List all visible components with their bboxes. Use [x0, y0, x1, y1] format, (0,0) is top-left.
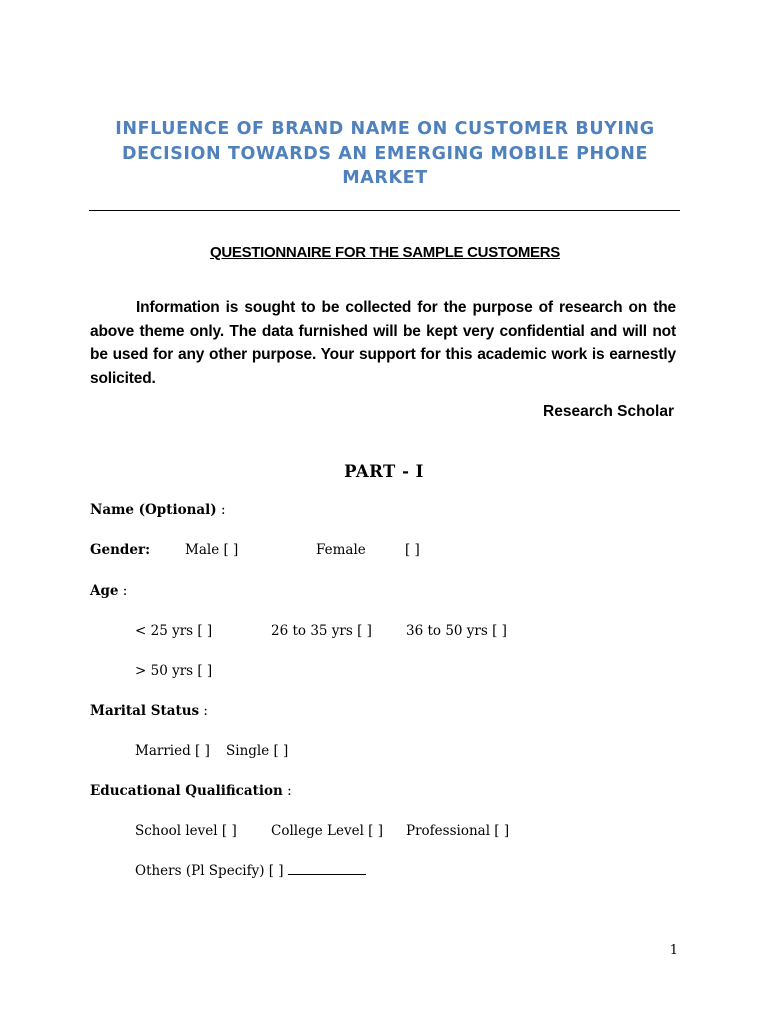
- title-line-1: INFLUENCE OF BRAND NAME ON CUSTOMER BUYING: [115, 119, 655, 139]
- questionnaire-heading: QUESTIONNAIRE FOR THE SAMPLE CUSTOMERS: [209, 244, 560, 261]
- marital-status-label: Marital Status: [90, 703, 200, 719]
- age-label: Age: [90, 583, 119, 599]
- marital-option-single[interactable]: Single [ ]: [226, 743, 289, 759]
- document-title: [90, 117, 680, 191]
- marital-option-married[interactable]: Married [ ]: [135, 743, 210, 759]
- marital-status-suffix: :: [199, 703, 208, 719]
- signature: Research Scholar: [543, 403, 674, 420]
- education-label: Educational Qualification: [90, 783, 283, 799]
- education-field: [90, 783, 292, 799]
- intro-paragraph: [90, 296, 676, 390]
- title-divider: [89, 210, 680, 211]
- education-option-others-label: Others (Pl Specify) [ ]: [135, 863, 288, 879]
- education-option-others[interactable]: [135, 863, 366, 879]
- age-field: [90, 583, 127, 599]
- gender-label: [90, 542, 150, 558]
- name-label: Name (Optional): [90, 502, 217, 518]
- page-number: 1: [669, 943, 678, 958]
- part-heading: PART - I: [344, 462, 424, 481]
- specify-blank-line[interactable]: [288, 863, 366, 875]
- education-option-professional[interactable]: Professional [ ]: [406, 823, 510, 839]
- age-option-under-25[interactable]: < 25 yrs [ ]: [135, 623, 213, 639]
- marital-status-field: [90, 703, 208, 719]
- gender-option-female-box[interactable]: [ ]: [405, 542, 420, 558]
- intro-text: Information is sought to be collected for the purpose of research on the above theme only. The data furnished will be kept very confidential and will not be used for any other purpose. Your support for this academic work is earnestly solicited.: [90, 299, 676, 387]
- age-option-26-35[interactable]: 26 to 35 yrs [ ]: [271, 623, 372, 639]
- gender-label-text: Gender:: [90, 542, 151, 558]
- education-suffix: :: [282, 783, 292, 799]
- name-suffix: :: [216, 502, 226, 518]
- title-line-3: MARKET: [342, 168, 428, 188]
- age-option-over-50[interactable]: > 50 yrs [ ]: [135, 663, 213, 679]
- title-line-2: DECISION TOWARDS AN EMERGING MOBILE PHONE: [121, 143, 649, 164]
- age-option-36-50[interactable]: 36 to 50 yrs [ ]: [406, 623, 507, 639]
- gender-option-female[interactable]: Female: [316, 542, 366, 558]
- age-suffix: :: [118, 583, 128, 599]
- name-field: [90, 502, 226, 518]
- education-option-college[interactable]: College Level [ ]: [271, 823, 384, 839]
- gender-option-male[interactable]: Male [ ]: [185, 542, 239, 558]
- education-option-school[interactable]: School level [ ]: [135, 823, 237, 839]
